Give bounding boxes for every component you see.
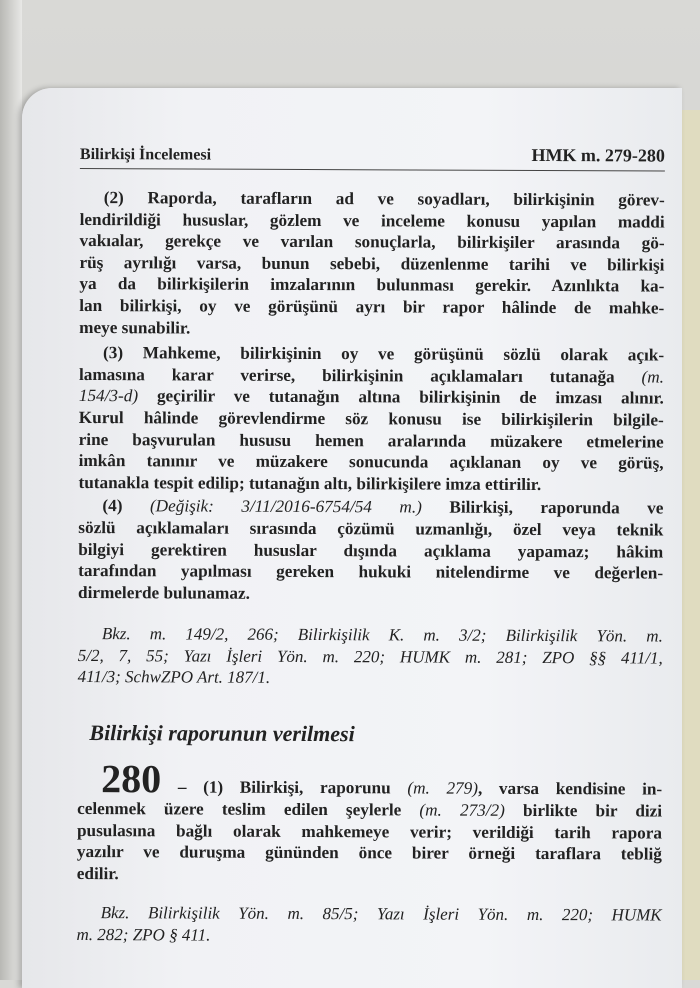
text-line bbox=[78, 560, 663, 584]
text-line bbox=[79, 385, 664, 409]
text-segment: sözlü açıklamaları sırasında çözümü uzmanlığı, özel veya teknik bbox=[78, 517, 664, 540]
text-segment: celenmek üzere teslim edilen şeylerle bbox=[77, 799, 420, 820]
text-segment: (3) Mahkeme, bilirkişinin oy ve görüşünü sözlü olarak açık- bbox=[103, 343, 665, 365]
text-segment: ya da bilirkişilerin imzalarının bulunması gerekir. Azınlıkta ka- bbox=[79, 274, 665, 296]
text-line bbox=[78, 645, 663, 669]
article-280 bbox=[76, 756, 663, 887]
page-content bbox=[76, 143, 664, 948]
references-279 bbox=[78, 623, 663, 690]
header-article-range: HMK m. 279-280 bbox=[531, 144, 665, 166]
text-line bbox=[78, 495, 663, 519]
italic-citation: (m. 273/2) bbox=[419, 800, 505, 820]
text-segment: Bilirkişi, raporunda ve bbox=[421, 497, 664, 518]
text-line bbox=[77, 820, 662, 844]
text-line bbox=[79, 252, 664, 276]
text-line bbox=[77, 756, 663, 802]
text-line bbox=[77, 798, 662, 822]
text-segment: yazılır ve duruşma gününden önce birer örneği taraflara tebliğ bbox=[76, 842, 662, 864]
text-segment: lendirildiği hususlar, gözlem ve inceleme konusu yapılan maddi bbox=[79, 209, 665, 232]
paragraph-4 bbox=[78, 495, 663, 606]
references-280 bbox=[76, 902, 661, 948]
text-line bbox=[79, 317, 664, 341]
text-line bbox=[79, 450, 664, 474]
article-number: 280 bbox=[101, 756, 162, 802]
paragraph-3 bbox=[78, 342, 664, 496]
text-line bbox=[79, 342, 664, 366]
text-segment: Bkz. Bilirkişilik Yön. m. 85/5; Yazı İşleri Yön. m. 220; HUMK bbox=[100, 903, 662, 925]
text-segment: 411/3; SchwZPO Art. 187/1. bbox=[77, 667, 271, 688]
text-segment: (2) Raporda, tarafların ad ve soyadları, bilirkişinin görev- bbox=[103, 188, 665, 210]
text-segment: pusulasına bağlı olarak mahkemeye verir; verildiği tarih rapora bbox=[76, 820, 663, 843]
italic-citation: (Değişik: 3/11/2016-6754/54 m.) bbox=[149, 496, 422, 517]
text-line bbox=[79, 429, 664, 453]
text-segment: edilir. bbox=[76, 863, 119, 884]
text-line bbox=[79, 407, 664, 431]
text-line bbox=[80, 187, 665, 211]
italic-citation: (m. 279) bbox=[407, 778, 479, 798]
text-segment: dirmelerde bulunamaz. bbox=[77, 582, 250, 603]
text-segment: lamasına karar verirse, bilirkişinin açıklamaları tutanağa bbox=[78, 364, 642, 387]
text-segment: , varsa kendisine in- bbox=[477, 778, 663, 799]
text-segment: geçirilir ve tutanağın altına bilirkişinin de imzası alınır. bbox=[138, 386, 664, 408]
text-line bbox=[77, 841, 662, 865]
text-segment: rüş ayrılığı varsa, bunun sebebi, düzenlenme tarihi ve bilirkişi bbox=[79, 252, 665, 275]
text-segment: lan bilirkişi, oy ve görüşünü ayrı bir rapor hâlinde de mahke- bbox=[79, 295, 665, 318]
text-segment: imkân tanınır ve müzakere sonucunda açıklanan oy ve görüş, bbox=[78, 451, 664, 473]
text-line bbox=[78, 517, 663, 541]
text-line bbox=[77, 902, 662, 926]
text-line bbox=[80, 230, 665, 254]
text-segment: birlikte bir dizi bbox=[504, 800, 663, 821]
text-segment: – (1) Bilirkişi, raporunu bbox=[161, 777, 408, 798]
text-segment: Bkz. m. 149/2, 266; Bilirkişilik K. m. 3/2; Bilirkişilik Yön. m. bbox=[101, 624, 663, 646]
text-segment: 5/2, 7, 55; Yazı İşleri Yön. m. 220; HUMK m. 281; ZPO §§ 411/1, bbox=[77, 645, 663, 668]
text-segment: rine başvurulan hususu hemen aralarında müzakere etmelerine bbox=[78, 429, 664, 452]
text-segment: tarafından yapılması gereken hukuki nitelendirme ve değerlen- bbox=[78, 561, 664, 583]
text-line bbox=[79, 364, 664, 388]
text-line bbox=[76, 924, 661, 948]
header-section-title: Bilirkişi İncelemesi bbox=[79, 145, 212, 164]
text-segment: vakıalar, gerekçe ve varılan sonuçlarla, bilirkişiler arasında gö- bbox=[79, 231, 665, 253]
text-line bbox=[78, 472, 663, 496]
book-spine bbox=[0, 0, 22, 980]
text-segment: (4) bbox=[102, 496, 151, 516]
text-segment: tutanakla tespit edilip; tutanağın altı, bilirkişilere imza ettirilir. bbox=[78, 472, 542, 494]
text-line bbox=[78, 666, 663, 690]
italic-citation: (m. bbox=[641, 367, 665, 387]
section-heading: Bilirkişi raporunun verilmesi bbox=[89, 720, 355, 747]
text-line bbox=[78, 538, 663, 562]
text-line bbox=[78, 623, 663, 647]
text-segment: bilgiyi gerektiren hususlar dışında açıklama yapamaz; hâkim bbox=[78, 539, 664, 562]
text-line bbox=[78, 582, 663, 606]
text-line bbox=[80, 209, 665, 233]
running-header bbox=[80, 143, 665, 172]
paragraph-2 bbox=[79, 187, 665, 341]
text-segment: m. 282; ZPO § 411. bbox=[76, 925, 211, 945]
text-segment: Kurul hâlinde görevlendirme söz konusu ise bilirkişilerin bilgile- bbox=[78, 407, 664, 430]
text-line bbox=[79, 295, 664, 319]
text-segment: meye sunabilir. bbox=[79, 317, 191, 338]
text-line bbox=[79, 273, 664, 297]
italic-citation: 154/3-d) bbox=[78, 386, 139, 406]
text-line bbox=[77, 863, 662, 887]
